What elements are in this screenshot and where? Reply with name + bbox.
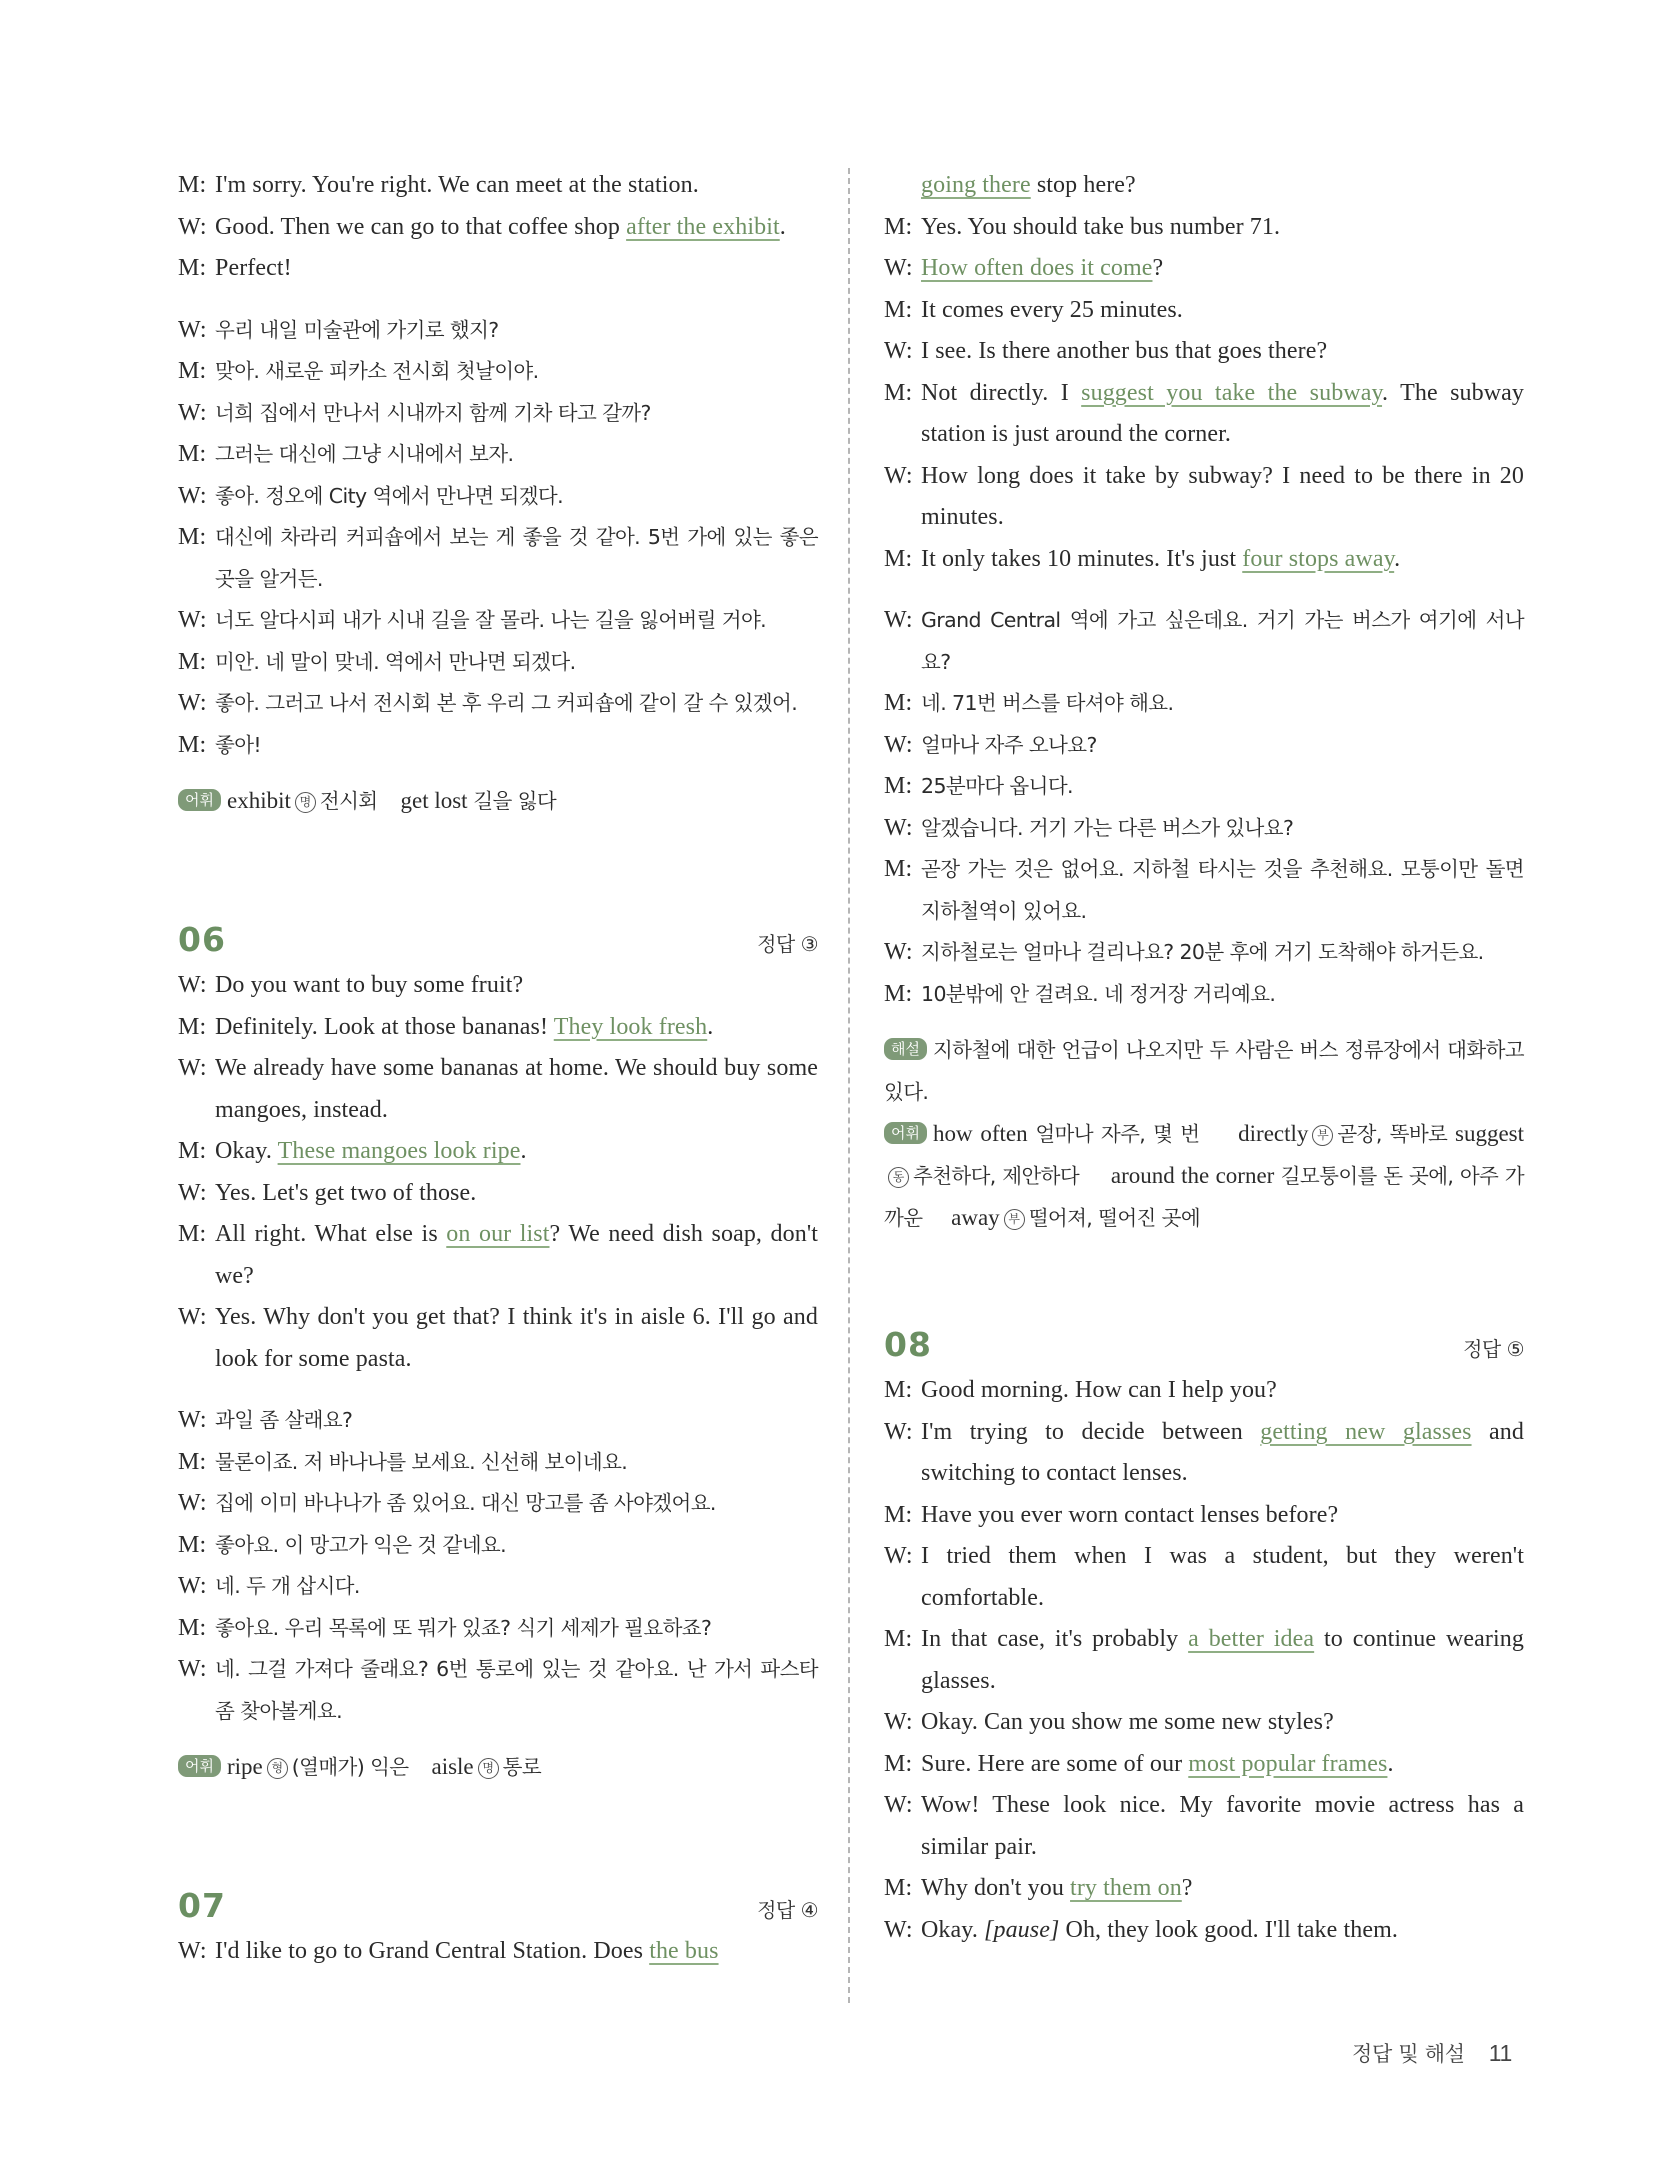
line-text: It only takes 10 minutes. It's just four stops away.: [921, 545, 1401, 572]
section06-english: [178, 965, 818, 1380]
speaker: W:: [884, 814, 913, 841]
line-text: It comes every 25 minutes.: [921, 296, 1183, 323]
speaker: M:: [884, 773, 913, 799]
speaker: W:: [178, 316, 207, 343]
speaker: W:: [178, 1055, 207, 1081]
translation-text: 좋아. 정오에 City 역에서 만나면 되겠다.: [215, 483, 564, 508]
dialogue-line: [884, 1785, 1524, 1868]
speaker: M:: [178, 524, 207, 550]
translation-text: 대신에 차라리 커피숍에서 보는 게 좋을 것 같아. 5번 가에 있는 좋은 곳을 알거든.: [215, 525, 818, 591]
question-06-header: [178, 920, 818, 959]
dialogue-line: [884, 1619, 1524, 1702]
dialogue-line: [884, 331, 1524, 373]
question-number: 08: [884, 1325, 932, 1364]
speaker: W:: [178, 1490, 207, 1516]
speaker: W:: [884, 731, 913, 758]
speaker: W:: [178, 1573, 207, 1599]
speaker: W:: [884, 255, 913, 281]
speaker: W:: [884, 607, 913, 633]
line-text: Sure. Here are some of our most popular frames.: [921, 1750, 1394, 1777]
dialogue-line: [884, 165, 1524, 207]
speaker: M:: [884, 1501, 913, 1528]
dialogue-line: [178, 165, 818, 207]
dialogue-line: [178, 1007, 818, 1049]
translation-text: 우리 내일 미술관에 가기로 했지?: [215, 317, 499, 342]
vocab-meaning: (열매가) 익은: [291, 1755, 409, 1779]
dialogue-line: [884, 1910, 1524, 1952]
line-text: Perfect!: [215, 255, 292, 281]
dialogue-line: [884, 456, 1524, 539]
page-number: 11: [1488, 2040, 1512, 2066]
explanation-text: 지하철에 대한 언급이 나오지만 두 사람은 버스 정류장에서 대화하고 있다.: [884, 1038, 1524, 1104]
translation-line: [884, 683, 1524, 725]
right-column: [884, 165, 1524, 1951]
answer-label: 정답 ④: [757, 1898, 818, 1922]
translation-line: [178, 476, 818, 518]
speaker: W:: [884, 462, 913, 489]
answer-label: 정답 ⑤: [1463, 1337, 1524, 1361]
speaker: M:: [884, 213, 913, 240]
dialogue-line: [178, 1131, 818, 1173]
translation-line: [178, 725, 818, 767]
question-number: 07: [178, 1886, 226, 1925]
section05-vocab: [178, 780, 818, 822]
speaker: M:: [178, 731, 207, 758]
speaker: W:: [178, 972, 207, 998]
vocab-tag: 어휘: [178, 789, 221, 811]
speaker: W:: [178, 1304, 207, 1330]
translation-text: 미안. 네 말이 맞네. 역에서 만나면 되겠다.: [215, 649, 576, 674]
blank-answer: after the exhibit: [626, 213, 780, 240]
translation-text: 과일 좀 살래요?: [215, 1408, 353, 1432]
speaker: M:: [178, 648, 207, 675]
line-text: Good. Then we can go to that coffee shop after the exhibit.: [215, 213, 786, 240]
speaker: W:: [178, 1407, 207, 1433]
dialogue-line: [884, 248, 1524, 290]
dialogue-line: [884, 1744, 1524, 1786]
dialogue-line: [178, 207, 818, 249]
speaker: M:: [178, 1138, 207, 1164]
translation-line: [884, 766, 1524, 808]
speaker: W:: [884, 1418, 913, 1445]
translation-text: 물론이죠. 저 바나나를 보세요. 신선해 보이네요.: [215, 1449, 628, 1474]
line-text: I'm trying to decide between getting new glasses and switching to contact lenses.: [921, 1418, 1524, 1486]
translation-text: 맞아. 새로운 피카소 전시회 첫날이야.: [215, 359, 539, 383]
section07-korean: [884, 600, 1524, 1015]
translation-line: [178, 1525, 818, 1567]
translation-line: [178, 393, 818, 435]
section07-vocab: 어휘 how often 얼마나 자주, 몇 번 directly 부 곧장, 똑바로 suggest동 추천하다, 제안하다 around the corner 길모퉁이를 돈 곳에, 아주 가까운 away 부 떨어져, 떨어진 곳에: [884, 1121, 1525, 1230]
blank-answer: a better idea: [1188, 1626, 1315, 1652]
line-text: I tried them when I was a student, but they weren't comfortable.: [921, 1543, 1524, 1611]
translation-text: 집에 이미 바나나가 좀 있어요. 대신 망고를 좀 사야겠어요.: [215, 1491, 716, 1515]
translation-text: 네. 그걸 가져다 줄래요? 6번 통로에 있는 것 같아요. 난 가서 파스타 좀 찾아볼게요.: [215, 1657, 818, 1723]
dialogue-line: [884, 1495, 1524, 1537]
line-text: Yes. Why don't you get that? I think it's in aisle 6. I'll go and look for some pasta.: [215, 1304, 818, 1372]
speaker: W:: [178, 1938, 207, 1964]
translation-line: [178, 1483, 818, 1525]
dialogue-line: [884, 1370, 1524, 1412]
translation-line: [178, 683, 818, 725]
blank-answer: most popular frames: [1188, 1750, 1388, 1777]
line-text: How often does it come?: [921, 255, 1164, 281]
section07-explanation: [884, 1029, 1524, 1113]
speaker: M:: [884, 1750, 913, 1777]
section06-korean: [178, 1400, 818, 1732]
speaker: W:: [884, 1916, 913, 1943]
translation-text: 곧장 가는 것은 없어요. 지하철 타시는 것을 추천해요. 모퉁이만 돌면 지하철역이 있어요.: [921, 857, 1524, 923]
translation-line: [178, 1400, 818, 1442]
translation-text: 그러는 대신에 그냥 시내에서 보자.: [215, 442, 514, 466]
footer-label: 정답 및 해설: [1352, 2042, 1465, 2066]
speaker: W:: [178, 1179, 207, 1206]
speaker: M:: [178, 1221, 207, 1247]
speaker: M:: [884, 856, 913, 882]
translation-line: [178, 642, 818, 684]
speaker: W:: [884, 338, 913, 364]
line-text: We already have some bananas at home. We should buy some mangoes, instead.: [215, 1055, 818, 1123]
blank-answer: on our list: [446, 1221, 550, 1247]
blank-answer: These mangoes look ripe: [277, 1138, 521, 1164]
blank-answer: the bus: [649, 1938, 719, 1964]
speaker: W:: [178, 399, 207, 426]
line-text: All right. What else is on our list? We need dish soap, don't we?: [215, 1221, 819, 1289]
speaker: W:: [178, 690, 207, 716]
page-footer: [1352, 2038, 1512, 2068]
translation-text: Grand Central 역에 가고 싶은데요. 거기 가는 버스가 여기에 서나요?: [921, 608, 1524, 674]
speaker: M:: [178, 172, 207, 198]
dialogue-line: [178, 1297, 818, 1380]
line-text: Why don't you try them on?: [921, 1875, 1193, 1901]
translation-text: 10분밖에 안 걸려요. 네 정거장 거리예요.: [921, 981, 1276, 1006]
translation-line: [884, 725, 1524, 767]
speaker: M:: [884, 690, 913, 716]
speaker: M:: [178, 1531, 207, 1558]
section08-english: [884, 1370, 1524, 1951]
translation-text: 알겠습니다. 거기 가는 다른 버스가 있나요?: [921, 815, 1294, 840]
blank-answer: four stops away: [1242, 545, 1395, 572]
translation-text: 좋아요. 이 망고가 익은 것 같네요.: [215, 1532, 507, 1557]
translation-text: 지하철로는 얼마나 걸리나요? 20분 후에 거기 도착해야 하거든요.: [921, 940, 1484, 964]
translation-text: 네. 71번 버스를 타셔야 해요.: [921, 691, 1174, 715]
pos-symbol: 명: [295, 792, 316, 813]
vocab-word: exhibit: [226, 788, 291, 813]
translation-text: 좋아요. 우리 목록에 또 뭐가 있죠? 식기 세제가 필요하죠?: [215, 1615, 712, 1640]
speaker: M:: [178, 358, 207, 384]
line-text: Yes. Let's get two of those.: [215, 1179, 477, 1206]
line-text: Yes. You should take bus number 71.: [921, 213, 1281, 240]
translation-line: [178, 517, 818, 600]
vocab-tag: 어휘: [178, 1755, 221, 1777]
line-text: I see. Is there another bus that goes there?: [921, 338, 1328, 364]
vocab-word: get lost: [400, 788, 468, 813]
answer-label: 정답 ③: [757, 932, 818, 956]
pos-symbol: 부: [1312, 1125, 1333, 1146]
translation-text: 좋아. 그러고 나서 전시회 본 후 우리 그 커피숍에 같이 갈 수 있겠어.: [215, 691, 798, 715]
blank-answer: try them on: [1070, 1875, 1182, 1901]
line-text: Wow! These look nice. My favorite movie actress has a similar pair.: [921, 1792, 1524, 1860]
dialogue-line: [178, 1173, 818, 1215]
line-text: How long does it take by subway? I need to be there in 20 minutes.: [921, 462, 1524, 530]
speaker: W:: [178, 213, 207, 240]
line-text: Definitely. Look at those bananas! They look fresh.: [215, 1013, 714, 1040]
translation-line: [178, 1649, 818, 1732]
pos-symbol: 동: [888, 1167, 909, 1188]
dialogue-line: [884, 539, 1524, 581]
speaker: M:: [884, 379, 913, 406]
speaker: W:: [178, 1656, 207, 1682]
translation-line: [178, 600, 818, 642]
translation-text: 너도 알다시피 내가 시내 길을 잘 몰라. 나는 길을 잃어버릴 거야.: [215, 608, 767, 632]
speaker: M:: [884, 1875, 913, 1901]
column-divider: [848, 168, 850, 2003]
speaker: M:: [178, 255, 207, 281]
translation-line: [178, 1566, 818, 1608]
dialogue-line: [178, 1931, 818, 1973]
dialogue-line: [884, 1868, 1524, 1910]
speaker: M:: [884, 980, 913, 1007]
translation-line: [178, 351, 818, 393]
blank-answer: How often does it come: [921, 255, 1153, 281]
translation-line: [178, 1608, 818, 1650]
section07-english: [884, 207, 1524, 581]
vocab-meaning: 길을 잃다: [473, 789, 557, 813]
line-text: Do you want to buy some fruit?: [215, 972, 524, 998]
translation-line: [884, 932, 1524, 974]
line-text: I'd like to go to Grand Central Station. Does the bus: [215, 1938, 719, 1964]
speaker: M:: [178, 1448, 207, 1475]
line-text: Okay. [pause] Oh, they look good. I'll take them.: [921, 1916, 1398, 1943]
speaker: W:: [884, 939, 913, 965]
translation-text: 너희 집에서 만나서 시내까지 함께 기차 타고 갈까?: [215, 400, 651, 425]
answer-value: ④: [800, 1898, 818, 1922]
line-text: Not directly. I suggest you take the subway. The subway station is just around the corner.: [921, 379, 1525, 447]
pos-symbol: 형: [267, 1758, 288, 1779]
speaker: M:: [884, 545, 913, 572]
translation-line: [178, 310, 818, 352]
line-text: going there stop here?: [921, 172, 1136, 198]
speaker: M:: [178, 1013, 207, 1040]
speaker: W:: [884, 1792, 913, 1818]
translation-text: 네. 두 개 삽시다.: [215, 1574, 360, 1598]
speaker: M:: [178, 441, 207, 467]
dialogue-line: [884, 1412, 1524, 1495]
vocab-word: aisle: [431, 1754, 474, 1779]
dialogue-line: [178, 965, 818, 1007]
dialogue-line: [178, 1048, 818, 1131]
line-text: Good morning. How can I help you?: [921, 1377, 1277, 1403]
translation-line: [884, 808, 1524, 850]
speaker: M:: [884, 1377, 913, 1403]
translation-text: 좋아!: [215, 732, 262, 757]
translation-line: [884, 974, 1524, 1016]
left-column: [178, 165, 818, 1973]
section06-vocab: [178, 1746, 818, 1788]
question-08-header: [884, 1325, 1524, 1364]
speaker: W:: [178, 607, 207, 633]
translation-line: [884, 849, 1524, 932]
pos-symbol: 명: [478, 1758, 499, 1779]
translation-line: [178, 434, 818, 476]
question-number: 06: [178, 920, 226, 959]
dialogue-line: [884, 1536, 1524, 1619]
answer-value: ③: [800, 932, 818, 956]
speaker: M:: [884, 296, 913, 323]
pos-symbol: 부: [1004, 1209, 1025, 1230]
vocab-word: ripe: [226, 1754, 263, 1779]
section05-korean: [178, 310, 818, 767]
line-text: In that case, it's probably a better idea to continue wearing glasses.: [921, 1626, 1524, 1694]
translation-line: [884, 600, 1524, 683]
speaker: W:: [884, 1543, 913, 1569]
answer-value: ⑤: [1506, 1337, 1524, 1361]
translation-text: 얼마나 자주 오나요?: [921, 732, 1097, 757]
blank-answer: suggest you take the subway: [1081, 379, 1383, 406]
dialogue-line: [884, 1702, 1524, 1744]
line-text: I'm sorry. You're right. We can meet at the station.: [215, 172, 699, 198]
vocab-meaning: 통로: [502, 1755, 542, 1779]
blank-answer: getting new glasses: [1260, 1418, 1472, 1445]
dialogue-line: [178, 1214, 818, 1297]
blank-answer: They look fresh: [553, 1013, 708, 1040]
speaker: M:: [884, 1626, 913, 1652]
dialogue-line: [884, 207, 1524, 249]
speaker: M:: [178, 1614, 207, 1641]
line-text: Have you ever worn contact lenses before?: [921, 1501, 1339, 1528]
dialogue-line: [884, 290, 1524, 332]
line-text: Okay. These mangoes look ripe.: [215, 1138, 527, 1164]
dialogue-line: [178, 248, 818, 290]
vocab-tag: 어휘: [884, 1122, 927, 1144]
section05-english: [178, 165, 818, 290]
vocab-meaning: 전시회: [319, 789, 378, 813]
dialogue-line: [884, 373, 1524, 456]
speaker: W:: [884, 1709, 913, 1735]
blank-answer: going there: [921, 172, 1031, 198]
translation-line: [178, 1442, 818, 1484]
line-text: Okay. Can you show me some new styles?: [921, 1709, 1334, 1735]
explanation-tag: 해설: [884, 1038, 927, 1060]
translation-text: 25분마다 옵니다.: [921, 774, 1073, 798]
question-07-header: [178, 1886, 818, 1925]
speaker: W:: [178, 482, 207, 509]
